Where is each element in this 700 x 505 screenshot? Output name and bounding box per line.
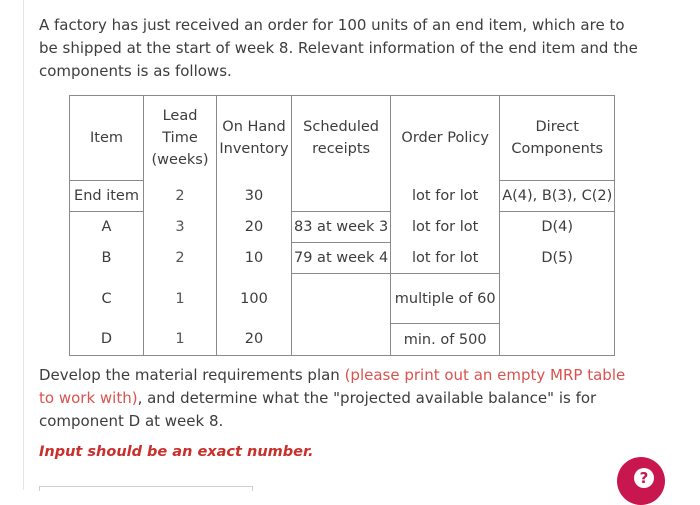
cell-item: B bbox=[70, 243, 144, 274]
cell-lead-time: 2 bbox=[144, 243, 217, 274]
cell-on-hand: 100 bbox=[217, 274, 292, 324]
header-lead-line2: Time bbox=[162, 130, 198, 147]
cell-item: A bbox=[70, 212, 144, 243]
header-comp-line1: Direct bbox=[535, 119, 579, 135]
item-data-table bbox=[69, 95, 615, 356]
cell-item: D bbox=[70, 324, 144, 356]
cell-scheduled: 79 at week 4 bbox=[292, 243, 391, 274]
cell-on-hand: 10 bbox=[217, 243, 292, 274]
cell-lead-time: 1 bbox=[144, 324, 217, 356]
header-onhand-line2: Inventory bbox=[219, 141, 289, 158]
header-item: Item bbox=[70, 96, 144, 181]
header-lead-time bbox=[144, 96, 217, 181]
cell-item: End item bbox=[70, 181, 144, 212]
cell-on-hand: 30 bbox=[217, 181, 292, 212]
input-instruction: Input should be an exact number. bbox=[39, 444, 314, 460]
table-row bbox=[70, 212, 615, 243]
help-button[interactable] bbox=[617, 457, 665, 505]
header-scheduled bbox=[292, 96, 391, 181]
header-sched-line2: receipts bbox=[312, 141, 371, 158]
cell-components bbox=[500, 324, 615, 356]
problem-intro: A factory has just received an order for 100 units of an end item, which are to be shipped at the start of week 8. Relevant information of the end item and the components is as follows. bbox=[39, 16, 638, 80]
table-row bbox=[70, 324, 615, 356]
cell-lead-time: 3 bbox=[144, 212, 217, 243]
cell-order-policy: multiple of 60 bbox=[391, 274, 500, 324]
header-sched-line1: Scheduled bbox=[303, 119, 380, 136]
answer-input[interactable] bbox=[39, 486, 253, 491]
header-onhand-line1: On Hand bbox=[222, 119, 286, 136]
cell-scheduled bbox=[292, 324, 391, 356]
cell-order-policy: lot for lot bbox=[391, 212, 500, 243]
cell-components: D(4) bbox=[500, 212, 615, 243]
cell-order-policy: min. of 500 bbox=[391, 324, 500, 356]
header-on-hand bbox=[217, 96, 292, 181]
header-components bbox=[500, 96, 615, 181]
cell-item: C bbox=[70, 274, 144, 324]
question-part1: Develop the material requirements plan bbox=[39, 366, 345, 384]
cell-order-policy: lot for lot bbox=[391, 181, 500, 212]
cell-lead-time: 2 bbox=[144, 181, 217, 212]
cell-on-hand: 20 bbox=[217, 212, 292, 243]
header-order-policy: Order Policy bbox=[391, 96, 500, 181]
cell-components: D(5) bbox=[500, 243, 615, 274]
cell-order-policy: lot for lot bbox=[391, 243, 500, 274]
cell-on-hand: 20 bbox=[217, 324, 292, 356]
question-mark-icon: ? bbox=[634, 468, 654, 488]
header-comp-line2: Components bbox=[511, 141, 604, 157]
table-header-row bbox=[70, 96, 615, 181]
cell-scheduled: 83 at week 3 bbox=[292, 212, 391, 243]
cell-components bbox=[500, 274, 615, 324]
table-row bbox=[70, 181, 615, 212]
question-text bbox=[39, 364, 629, 433]
header-lead-line1: Lead bbox=[162, 108, 198, 125]
cell-scheduled bbox=[292, 274, 391, 324]
table-row bbox=[70, 243, 615, 274]
header-lead-line3: (weeks) bbox=[151, 152, 209, 169]
table-row bbox=[70, 274, 615, 324]
cell-lead-time: 1 bbox=[144, 274, 217, 324]
question-highlight: (please print out an empty MRP table to work with) bbox=[39, 366, 626, 407]
question-part2: , and determine what the "projected available balance" is for component D at week 8. bbox=[39, 389, 597, 430]
cell-scheduled bbox=[292, 181, 391, 212]
cell-components: A(4), B(3), C(2) bbox=[500, 181, 615, 212]
